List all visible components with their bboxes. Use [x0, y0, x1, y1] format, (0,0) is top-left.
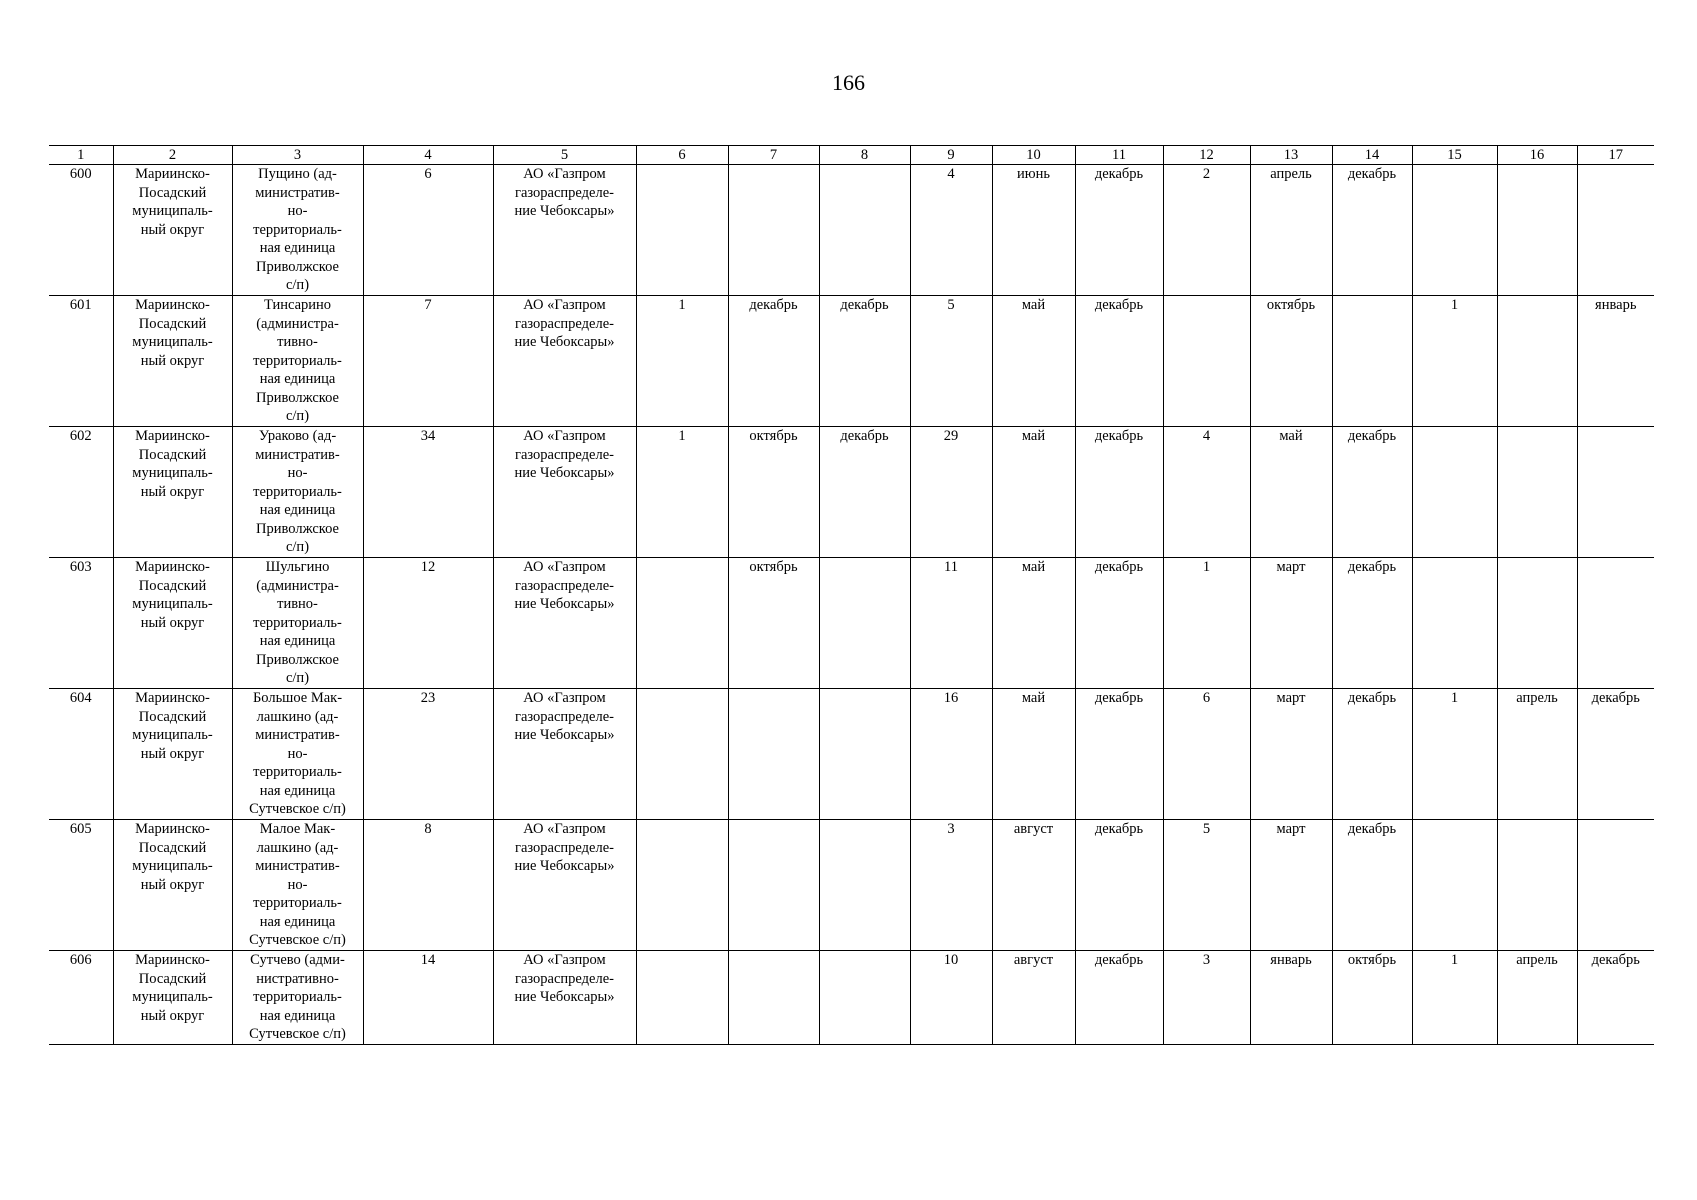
table-row	[49, 427, 1654, 558]
table-cell-col-15	[1412, 427, 1497, 558]
table-cell-col-3: Тинсарино (администра- тивно- территориаль- ная единица Приволжское с/п)	[232, 296, 363, 427]
table-cell-col-3: Ураково (ад- министратив- но- территориаль- ная единица Приволжское с/п)	[232, 427, 363, 558]
table-cell-col-13: март	[1250, 558, 1332, 689]
table-cell-col-9: 29	[910, 427, 992, 558]
table-cell-col-16	[1497, 296, 1577, 427]
column-header-3: 3	[232, 146, 363, 165]
table-cell-col-6	[636, 689, 728, 820]
table-cell-col-17: декабрь	[1577, 951, 1654, 1045]
column-header-8: 8	[819, 146, 910, 165]
table-row	[49, 165, 1654, 296]
column-header-2: 2	[113, 146, 232, 165]
table-cell-col-1: 600	[49, 165, 113, 296]
table-header	[49, 146, 1654, 165]
table-cell-col-11: декабрь	[1075, 689, 1163, 820]
table-cell-col-3: Большое Мак- лашкино (ад- министратив- но- территориаль- ная единица Сутчевское с/п)	[232, 689, 363, 820]
table-cell-col-8	[819, 558, 910, 689]
header-row	[49, 146, 1654, 165]
table-body	[49, 165, 1654, 1045]
table-cell-col-1: 605	[49, 820, 113, 951]
table-cell-col-13: апрель	[1250, 165, 1332, 296]
table-cell-col-6	[636, 820, 728, 951]
column-header-11: 11	[1075, 146, 1163, 165]
column-header-14: 14	[1332, 146, 1412, 165]
table-cell-col-3: Малое Мак- лашкино (ад- министратив- но- территориаль- ная единица Сутчевское с/п)	[232, 820, 363, 951]
table-cell-col-7	[728, 689, 819, 820]
table-cell-col-15	[1412, 165, 1497, 296]
table-cell-col-12: 5	[1163, 820, 1250, 951]
table-row	[49, 951, 1654, 1045]
table-cell-col-5: АО «Газпром газораспределе- ние Чебоксары»	[493, 820, 636, 951]
table-cell-col-6	[636, 165, 728, 296]
page-number: 166	[832, 70, 865, 95]
table-cell-col-17	[1577, 558, 1654, 689]
column-header-16: 16	[1497, 146, 1577, 165]
table-cell-col-8	[819, 820, 910, 951]
table-cell-col-14: декабрь	[1332, 427, 1412, 558]
table-cell-col-15: 1	[1412, 951, 1497, 1045]
table-cell-col-12: 3	[1163, 951, 1250, 1045]
table-cell-col-10: май	[992, 689, 1075, 820]
table-cell-col-9: 11	[910, 558, 992, 689]
table-cell-col-6	[636, 558, 728, 689]
table-cell-col-17: январь	[1577, 296, 1654, 427]
table-cell-col-15	[1412, 820, 1497, 951]
table-cell-col-3: Сутчево (адми- нистративно- территориаль- ная единица Сутчевское с/п)	[232, 951, 363, 1045]
table-cell-col-5: АО «Газпром газораспределе- ние Чебоксары»	[493, 951, 636, 1045]
table-cell-col-13: октябрь	[1250, 296, 1332, 427]
column-header-12: 12	[1163, 146, 1250, 165]
column-header-1: 1	[49, 146, 113, 165]
table-cell-col-16	[1497, 427, 1577, 558]
table-cell-col-1: 606	[49, 951, 113, 1045]
table-cell-col-15: 1	[1412, 689, 1497, 820]
table-cell-col-2: Мариинско- Посадский муниципаль- ный округ	[113, 558, 232, 689]
column-header-13: 13	[1250, 146, 1332, 165]
table-cell-col-17: декабрь	[1577, 689, 1654, 820]
table-cell-col-6: 1	[636, 427, 728, 558]
column-header-7: 7	[728, 146, 819, 165]
table-cell-col-10: май	[992, 427, 1075, 558]
table-cell-col-2: Мариинско- Посадский муниципаль- ный округ	[113, 689, 232, 820]
column-header-10: 10	[992, 146, 1075, 165]
table-cell-col-8	[819, 165, 910, 296]
table-row	[49, 689, 1654, 820]
table-cell-col-9: 10	[910, 951, 992, 1045]
table-cell-col-15	[1412, 558, 1497, 689]
table-cell-col-11: декабрь	[1075, 820, 1163, 951]
table-cell-col-16: апрель	[1497, 951, 1577, 1045]
table-row	[49, 820, 1654, 951]
table-cell-col-17	[1577, 165, 1654, 296]
table-cell-col-8: декабрь	[819, 427, 910, 558]
table-cell-col-15: 1	[1412, 296, 1497, 427]
table-cell-col-14	[1332, 296, 1412, 427]
table-cell-col-2: Мариинско- Посадский муниципаль- ный округ	[113, 296, 232, 427]
table-cell-col-3: Шульгино (администра- тивно- территориаль- ная единица Приволжское с/п)	[232, 558, 363, 689]
table-cell-col-7: декабрь	[728, 296, 819, 427]
table-cell-col-10: май	[992, 558, 1075, 689]
table-cell-col-10: август	[992, 951, 1075, 1045]
table-cell-col-6	[636, 951, 728, 1045]
table-cell-col-7	[728, 165, 819, 296]
table-cell-col-7	[728, 820, 819, 951]
table-cell-col-7: октябрь	[728, 558, 819, 689]
table-cell-col-11: декабрь	[1075, 165, 1163, 296]
table-cell-col-16	[1497, 820, 1577, 951]
table-cell-col-12: 4	[1163, 427, 1250, 558]
table-row	[49, 296, 1654, 427]
table-cell-col-17	[1577, 820, 1654, 951]
table-cell-col-16: апрель	[1497, 689, 1577, 820]
table-cell-col-9: 16	[910, 689, 992, 820]
table-cell-col-10: июнь	[992, 165, 1075, 296]
table-cell-col-5: АО «Газпром газораспределе- ние Чебоксары»	[493, 689, 636, 820]
table-cell-col-8: декабрь	[819, 296, 910, 427]
table-cell-col-12: 6	[1163, 689, 1250, 820]
table-cell-col-4: 8	[363, 820, 493, 951]
table-cell-col-4: 6	[363, 165, 493, 296]
table-cell-col-11: декабрь	[1075, 951, 1163, 1045]
table-cell-col-2: Мариинско- Посадский муниципаль- ный округ	[113, 427, 232, 558]
table-cell-col-5: АО «Газпром газораспределе- ние Чебоксары»	[493, 165, 636, 296]
table-cell-col-1: 604	[49, 689, 113, 820]
table-cell-col-5: АО «Газпром газораспределе- ние Чебоксары»	[493, 296, 636, 427]
table-cell-col-11: декабрь	[1075, 296, 1163, 427]
table-cell-col-7	[728, 951, 819, 1045]
table-cell-col-13: март	[1250, 689, 1332, 820]
table-cell-col-11: декабрь	[1075, 427, 1163, 558]
table-cell-col-4: 14	[363, 951, 493, 1045]
table-cell-col-13: январь	[1250, 951, 1332, 1045]
table-cell-col-5: АО «Газпром газораспределе- ние Чебоксары»	[493, 558, 636, 689]
table-cell-col-6: 1	[636, 296, 728, 427]
table-cell-col-12: 1	[1163, 558, 1250, 689]
table-cell-col-4: 23	[363, 689, 493, 820]
column-header-15: 15	[1412, 146, 1497, 165]
table-cell-col-1: 601	[49, 296, 113, 427]
table-cell-col-9: 4	[910, 165, 992, 296]
table-cell-col-12	[1163, 296, 1250, 427]
table-row	[49, 558, 1654, 689]
column-header-17: 17	[1577, 146, 1654, 165]
table-cell-col-13: май	[1250, 427, 1332, 558]
table-cell-col-16	[1497, 558, 1577, 689]
table-cell-col-2: Мариинско- Посадский муниципаль- ный округ	[113, 820, 232, 951]
table-cell-col-4: 34	[363, 427, 493, 558]
table-cell-col-8	[819, 951, 910, 1045]
table-cell-col-2: Мариинско- Посадский муниципаль- ный округ	[113, 951, 232, 1045]
table-cell-col-4: 7	[363, 296, 493, 427]
column-header-6: 6	[636, 146, 728, 165]
table-cell-col-14: декабрь	[1332, 165, 1412, 296]
table-cell-col-9: 5	[910, 296, 992, 427]
table-cell-col-13: март	[1250, 820, 1332, 951]
table-cell-col-11: декабрь	[1075, 558, 1163, 689]
column-header-5: 5	[493, 146, 636, 165]
table-cell-col-3: Пущино (ад- министратив- но- территориаль- ная единица Приволжское с/п)	[232, 165, 363, 296]
table-cell-col-16	[1497, 165, 1577, 296]
table-cell-col-14: декабрь	[1332, 689, 1412, 820]
table-cell-col-17	[1577, 427, 1654, 558]
table-cell-col-10: май	[992, 296, 1075, 427]
table-cell-col-9: 3	[910, 820, 992, 951]
table-cell-col-2: Мариинско- Посадский муниципаль- ный округ	[113, 165, 232, 296]
column-header-4: 4	[363, 146, 493, 165]
table-cell-col-4: 12	[363, 558, 493, 689]
table-cell-col-5: АО «Газпром газораспределе- ние Чебоксары»	[493, 427, 636, 558]
gasification-table	[49, 145, 1654, 1045]
table-cell-col-10: август	[992, 820, 1075, 951]
column-header-9: 9	[910, 146, 992, 165]
table-cell-col-1: 602	[49, 427, 113, 558]
table-cell-col-12: 2	[1163, 165, 1250, 296]
table-cell-col-14: декабрь	[1332, 558, 1412, 689]
table-cell-col-14: декабрь	[1332, 820, 1412, 951]
table-cell-col-7: октябрь	[728, 427, 819, 558]
table-cell-col-14: октябрь	[1332, 951, 1412, 1045]
table-cell-col-1: 603	[49, 558, 113, 689]
table-cell-col-8	[819, 689, 910, 820]
